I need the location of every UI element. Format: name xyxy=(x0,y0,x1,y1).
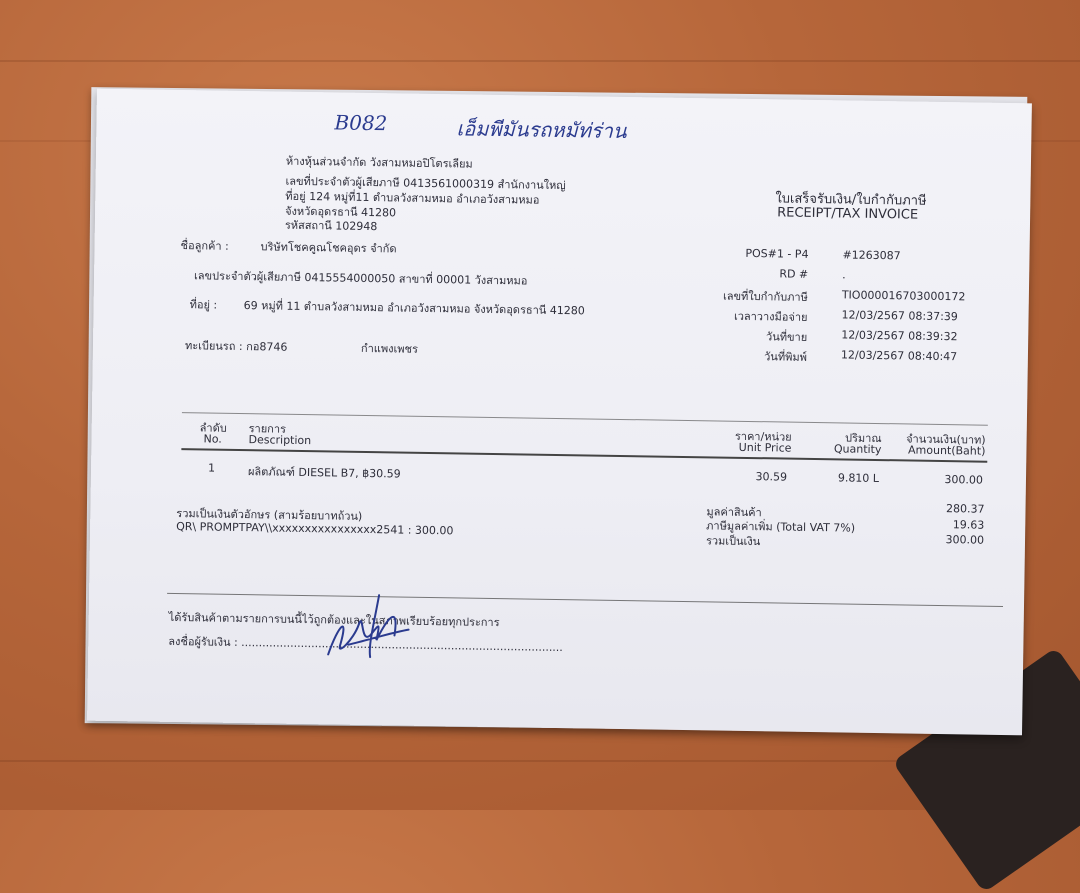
col-desc-th: รายการ xyxy=(248,422,287,436)
info-label: วันที่ขาย xyxy=(766,330,808,344)
customer-name: บริษัทโชคคูณโชคอุดร จำกัด xyxy=(260,240,397,256)
seller-tax-id: เลขที่ประจำตัวผู้เสียภาษี 0413561000319 สำนักงานใหญ่ xyxy=(285,174,566,193)
subtotal-label: มูลค่าสินค้า xyxy=(706,505,762,520)
info-label: เลขที่ใบกำกับภาษี xyxy=(722,289,808,304)
footer-rule xyxy=(167,593,1003,607)
customer-tax-id: เลขประจำตัวผู้เสียภาษี 0415554000050 สาขาที่ 00001 วังสามหมอ xyxy=(193,269,528,288)
row-desc: ผลิตภัณฑ์ DIESEL B7, ฿30.59 xyxy=(247,465,401,481)
subtotal-value: 280.37 xyxy=(945,502,985,516)
info-value: . xyxy=(842,268,846,282)
vehicle-plate: ทะเบียนรถ : กอ8746 xyxy=(184,339,288,354)
row-price: 30.59 xyxy=(755,470,788,484)
row-qty: 9.810 L xyxy=(837,471,880,486)
info-value: 12/03/2567 08:40:47 xyxy=(840,348,958,364)
handwritten-code: B082 xyxy=(334,110,388,136)
col-no-th: ลำดับ xyxy=(199,421,227,435)
col-qty-th: ปริมาณ xyxy=(844,431,882,446)
receipt-paper xyxy=(87,89,1032,736)
seller-name: ห้างหุ้นส่วนจำกัด วังสามหมอปิโตรเลียม xyxy=(285,154,473,171)
seller-address-2: จังหวัดอุดรธานี 41280 xyxy=(285,204,397,220)
col-no-en: No. xyxy=(203,432,222,446)
col-qty-en: Quantity xyxy=(833,442,882,457)
col-price-th: ราคา/หน่วย xyxy=(734,429,792,444)
vat-value: 19.63 xyxy=(952,518,985,532)
customer-address-label: ที่อยู่ : xyxy=(189,298,218,312)
info-value: 12/03/2567 08:37:39 xyxy=(841,308,958,324)
doc-title-thai: ใบเสร็จรับเงิน/ใบกำกับภาษี xyxy=(775,191,927,209)
receipt-confirmation: ได้รับสินค้าตามรายการบนนี้ไว้ถูกต้องและในสภาพเรียบร้อยทุกประการ xyxy=(168,610,500,630)
customer-name-label: ชื่อลูกค้า : xyxy=(180,239,229,253)
info-value: 12/03/2567 08:39:32 xyxy=(841,328,958,344)
grand-total-label: รวมเป็นเงิน xyxy=(705,534,761,549)
receiver-signature-line: ลงชื่อผู้รับเงิน : ............................................................................................ xyxy=(168,634,563,655)
info-label: RD # xyxy=(779,267,809,281)
info-label: วันที่พิมพ์ xyxy=(764,350,807,364)
payment-qr-line: QR\ PROMPTPAY\\xxxxxxxxxxxxxxxx2541 : 300.00 xyxy=(176,519,454,538)
info-value: TIO000016703000172 xyxy=(841,288,966,304)
doc-title-english: RECEIPT/TAX INVOICE xyxy=(777,205,919,223)
info-label: เวลาวางมือจ่าย xyxy=(733,309,808,324)
seller-address-1: ที่อยู่ 124 หมู่ที่11 ตำบลวังสามหมอ อำเภอวังสามหมอ xyxy=(285,189,540,207)
col-price-en: Unit Price xyxy=(738,440,792,455)
total-in-words: รวมเป็นเงินตัวอักษร (สามร้อยบาทถ้วน) xyxy=(176,506,363,523)
handwritten-note: เอ็มพีมันรถหมัท่ร่าน xyxy=(456,116,627,144)
info-label: POS#1 - P4 xyxy=(745,246,809,261)
seller-branch-code: รหัสสถานี 102948 xyxy=(284,218,378,234)
row-amount: 300.00 xyxy=(944,473,984,487)
row-no: 1 xyxy=(207,461,216,475)
col-amount-th: จำนวนเงิน(บาท) xyxy=(906,432,986,447)
signature-scribble xyxy=(318,584,419,666)
vehicle-province: กำแพงเพชร xyxy=(360,341,419,356)
col-desc-en: Description xyxy=(248,433,312,448)
vat-label: ภาษีมูลค่าเพิ่ม (Total VAT 7%) xyxy=(706,519,856,535)
table-top-rule xyxy=(182,412,988,426)
col-amount-en: Amount(Baht) xyxy=(907,443,986,458)
grand-total-value: 300.00 xyxy=(945,533,985,547)
info-value: #1263087 xyxy=(842,248,901,263)
customer-address: 69 หมู่ที่ 11 ตำบลวังสามหมอ อำเภอวังสามหมอ จังหวัดอุดรธานี 41280 xyxy=(243,299,585,318)
